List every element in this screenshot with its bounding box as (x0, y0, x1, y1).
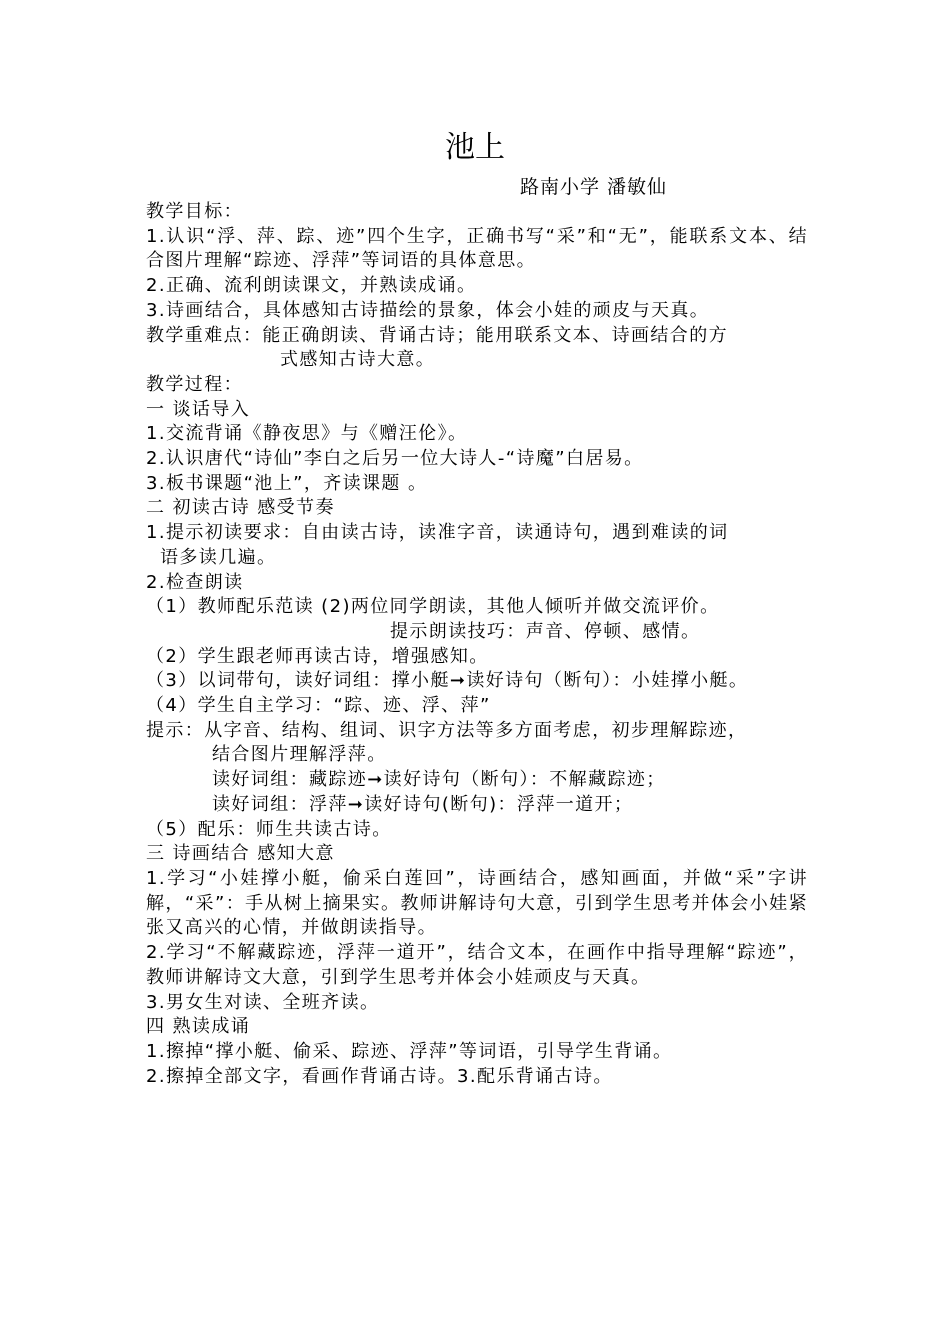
section-4-heading: 四 熟读成诵 (146, 1016, 251, 1038)
key-points-continuation: 式感知古诗大意。 (280, 349, 436, 371)
sub-item-1: （1）教师配乐范读 (2)两位同学朗读，其他人倾听并做交流评价。 (146, 596, 720, 618)
sub-item-5: （5）配乐：师生共读古诗。 (146, 818, 392, 840)
hint-line: 提示：从字音、结构、组词、识字方法等多方面考虑，初步理解踪迹， (146, 719, 748, 741)
sub-item-4: （4）学生自主学习：“踪、迹、浮、萍” (146, 695, 491, 717)
section-1-item-1: 1.交流背诵《静夜思》与《赠汪伦》。 (146, 423, 468, 445)
objectives-heading: 教学目标： (146, 201, 243, 222)
sub-item-3: （3）以词带句，读好词组：撑小艇➞读好诗句（断句）：小娃撑小艇。 (146, 670, 749, 692)
sub-item-2: （2）学生跟老师再读古诗，增强感知。 (146, 645, 489, 667)
section-3-item-3: 3.男女生对读、全班齐读。 (146, 991, 380, 1013)
section-2-item-1-continuation: 语多读几遍。 (160, 546, 277, 568)
section-4-item-2: 2.擦掉全部文字，看画作背诵古诗。3.配乐背诵古诗。 (146, 1065, 613, 1087)
section-1-heading: 一 谈话导入 (146, 398, 251, 420)
section-3-heading: 三 诗画结合 感知大意 (146, 843, 335, 865)
section-2-heading: 二 初读古诗 感受节奏 (146, 497, 335, 519)
key-points-line: 教学重难点：能正确朗读、背诵古诗；能用联系文本、诗画结合的方 (146, 324, 728, 346)
section-2-item-1: 1.提示初读要求：自由读古诗，读准字音，读通诗句，遇到难读的词 (146, 522, 729, 544)
section-1-item-2: 2.认识唐代“诗仙”李白之后另一位大诗人-“诗魔”白居易。 (146, 448, 644, 470)
objective-3: 3.诗画结合，具体感知古诗描绘的景象，体会小娃的顽皮与天真。 (146, 299, 710, 321)
objective-2: 2.正确、流利朗读课文，并熟读成诵。 (146, 275, 477, 297)
objective-1: 1.认识“浮、萍、踪、迹”四个生字，正确书写“采”和“无”，能联系文本、结合图片理解“踪迹、浮萍”等词语的具体意思。 (146, 225, 808, 272)
document-body (146, 200, 808, 1089)
section-4-item-1: 1.擦掉“撑小艇、偷采、踪迹、浮萍”等词语，引导学生背诵。 (146, 1040, 673, 1062)
phrase-practice-2: 读好词组：浮萍➞读好诗句(断句)：浮萍一道开； (212, 793, 634, 815)
process-heading: 教学过程： (146, 373, 243, 395)
hint-continuation: 结合图片理解浮萍。 (212, 744, 387, 766)
author-line: 路南小学 潘敏仙 (520, 176, 668, 198)
section-3-item-1: 1.学习“小娃撑小艇，偷采白莲回”，诗画结合，感知画面，并做“采”字讲解，“采”：手从树上摘果实。教师讲解诗句大意，引到学生思考并体会小娃紧张又高兴的心情，并做朗读指导。 (146, 867, 808, 939)
phrase-practice-1: 读好词组：藏踪迹➞读好诗句（断句）：不解藏踪迹； (212, 769, 666, 791)
section-2-item-2: 2.检查朗读 (146, 571, 244, 593)
sub-item-1-continuation: 提示朗读技巧：声音、停顿、感情。 (390, 620, 701, 642)
section-1-item-3: 3.板书课题“池上”，齐读课题 。 (146, 472, 428, 494)
document-title: 池上 (445, 130, 505, 165)
section-3-item-2: 2.学习“不解藏踪迹，浮萍一道开”，结合文本，在画作中指导理解“踪迹”，教师讲解诗文大意，引到学生思考并体会小娃顽皮与天真。 (146, 942, 808, 988)
